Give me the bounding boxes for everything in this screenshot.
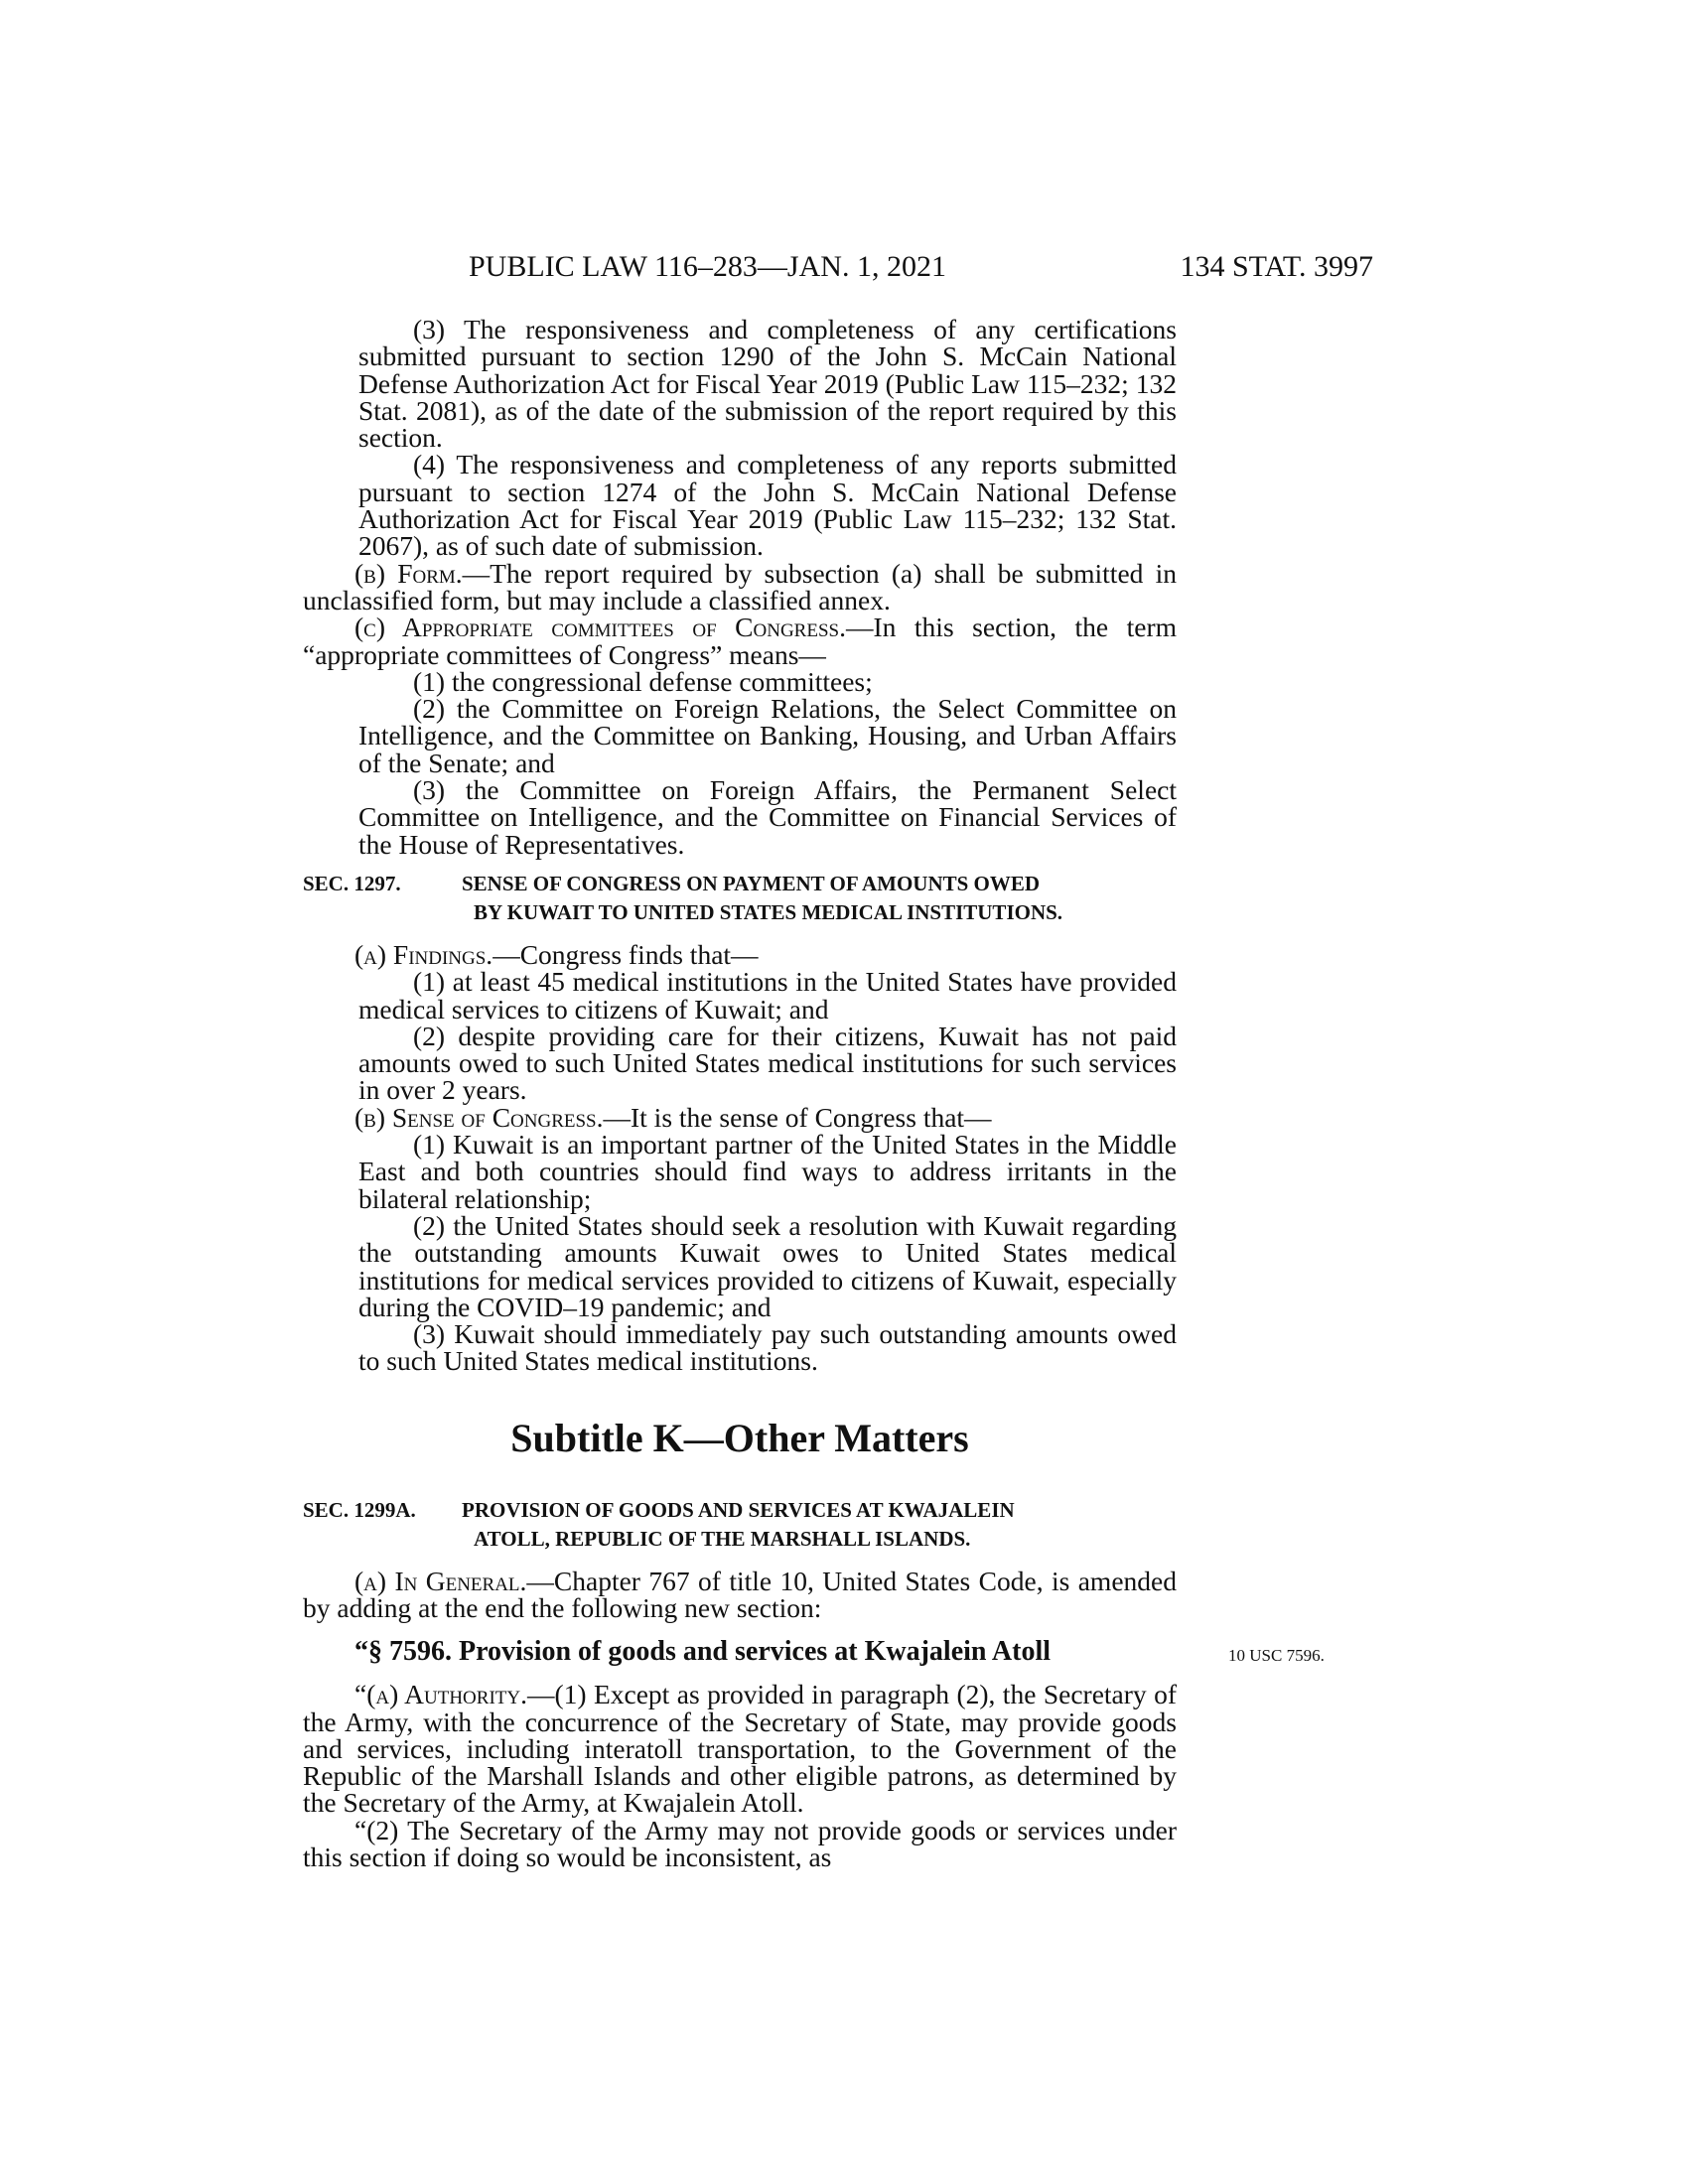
subsection-b-text: —The report required by subsection (a) shall be submitted in unclassified form, but may include a classified annex.	[303, 557, 1178, 615]
in-general-text: —Chapter 767 of title 10, United States Code, is amended by adding at the end the following new section:	[303, 1565, 1177, 1623]
committee-item-2: (2) the Committee on Foreign Relations, the Select Committee on Intelligence, and the Committee on Banking, Housing, and Urban Affairs of the Senate; and	[358, 693, 1177, 778]
section-1299a-heading	[303, 1496, 1177, 1554]
findings-label: (a) Findings.	[354, 938, 493, 970]
section-1297-title-line2: BY KUWAIT TO UNITED STATES MEDICAL INSTITUTIONS.	[474, 899, 1063, 924]
section-1299a-number: SEC. 1299A.	[303, 1497, 416, 1522]
findings-text: —Congress finds that—	[492, 938, 759, 970]
in-general-label: (a) In General.	[354, 1565, 527, 1596]
finding-item-2: (2) despite providing care for their citizens, Kuwait has not paid amounts owed to such United States medical institutions for such services in over 2 years.	[358, 1020, 1177, 1106]
section-1299a-title-line1: PROVISION OF GOODS AND SERVICES AT KWAJALEIN	[462, 1497, 1015, 1522]
sense-text: —It is the sense of Congress that—	[603, 1101, 992, 1133]
sense-of-congress-intro	[303, 1101, 1177, 1133]
usc-7596-heading	[303, 1635, 1325, 1669]
subsection-c-label: (c) Appropriate committees of Congress.	[354, 612, 846, 643]
sense-label: (b) Sense of Congress.	[354, 1101, 604, 1133]
sense-item-3: (3) Kuwait should immediately pay such outstanding amounts owed to such United States medical institutions.	[358, 1318, 1177, 1377]
findings-intro	[303, 938, 1177, 970]
page-header	[303, 250, 1373, 290]
paragraph-4-reports: (4) The responsiveness and completeness of any reports submitted pursuant to section 1274 of the John S. McCain National Defense Authorization Act for Fiscal Year 2019 (Public Law 115–232; 132 Stat. 2067), as of such date of submission.	[358, 449, 1177, 562]
subsection-c-text: —In this section, the term “appropriate committees of Congress” means—	[303, 612, 1177, 670]
finding-item-1: (1) at least 45 medical institutions in the United States have provided medical services to citizens of Kuwait; and	[358, 966, 1177, 1024]
committee-item-1: (1) the congressional defense committees;	[413, 665, 873, 697]
paragraph-3-certifications: (3) The responsiveness and completeness of any certifications submitted pursuant to section 1290 of the John S. McCain National Defense Authorization Act for Fiscal Year 2019 (Public Law 115–232; 132 Stat. 2081), as of the date of the submission of the report required by this section.	[358, 314, 1177, 454]
section-1299a-title-line2: ATOLL, REPUBLIC OF THE MARSHALL ISLANDS.	[474, 1526, 971, 1551]
subsection-c-committees	[303, 614, 1177, 668]
document-body	[303, 314, 1325, 1873]
subsection-b-label: (b) Form.	[354, 557, 463, 589]
authority-paragraph	[303, 1679, 1177, 1819]
section-1297-title-line1: SENSE OF CONGRESS ON PAYMENT OF AMOUNTS OWED	[462, 871, 1041, 895]
authority-label: “(a) Authority.	[354, 1679, 527, 1710]
sense-item-1: (1) Kuwait is an important partner of the United States in the Middle East and both countries should find ways to address irritants in the bilateral relationship;	[358, 1129, 1177, 1214]
page-number: 134 STAT. 3997	[1180, 250, 1373, 283]
section-1297-heading	[303, 870, 1177, 927]
usc-7596-title: “§ 7596. Provision of goods and services at Kwajalein Atoll	[354, 1636, 1052, 1668]
running-header-title: PUBLIC LAW 116–283—JAN. 1, 2021	[469, 250, 946, 283]
authority-item-2: “(2) The Secretary of the Army may not provide goods or services under this section if doing so would be inconsistent, as	[303, 1814, 1177, 1873]
usc-margin-note: 10 USC 7596.	[1228, 1646, 1325, 1666]
subsection-b-form	[303, 557, 1178, 615]
section-1297-number: SEC. 1297.	[303, 871, 401, 895]
sense-item-2: (2) the United States should seek a resolution with Kuwait regarding the outstanding amounts Kuwait owes to United States medical institutions for medical services provided to citizens of Kuwait, especially during the COVID–19 pandemic; and	[358, 1209, 1177, 1322]
subtitle-heading: Subtitle K—Other Matters	[510, 1415, 969, 1460]
in-general-paragraph	[303, 1565, 1177, 1623]
authority-text: —(1) Except as provided in paragraph (2), the Secretary of the Army, with the concurrence of the Secretary of State, may provide goods and services, including interatoll transportation, to the Government of the Republic of the Marshall Islands and other eligible patrons, as determined by the Secretary of the Army, at Kwajalein Atoll.	[303, 1679, 1177, 1819]
committee-item-3: (3) the Committee on Foreign Affairs, the Permanent Select Committee on Intelligence, and the Committee on Financial Services of the House of Representatives.	[358, 774, 1177, 860]
